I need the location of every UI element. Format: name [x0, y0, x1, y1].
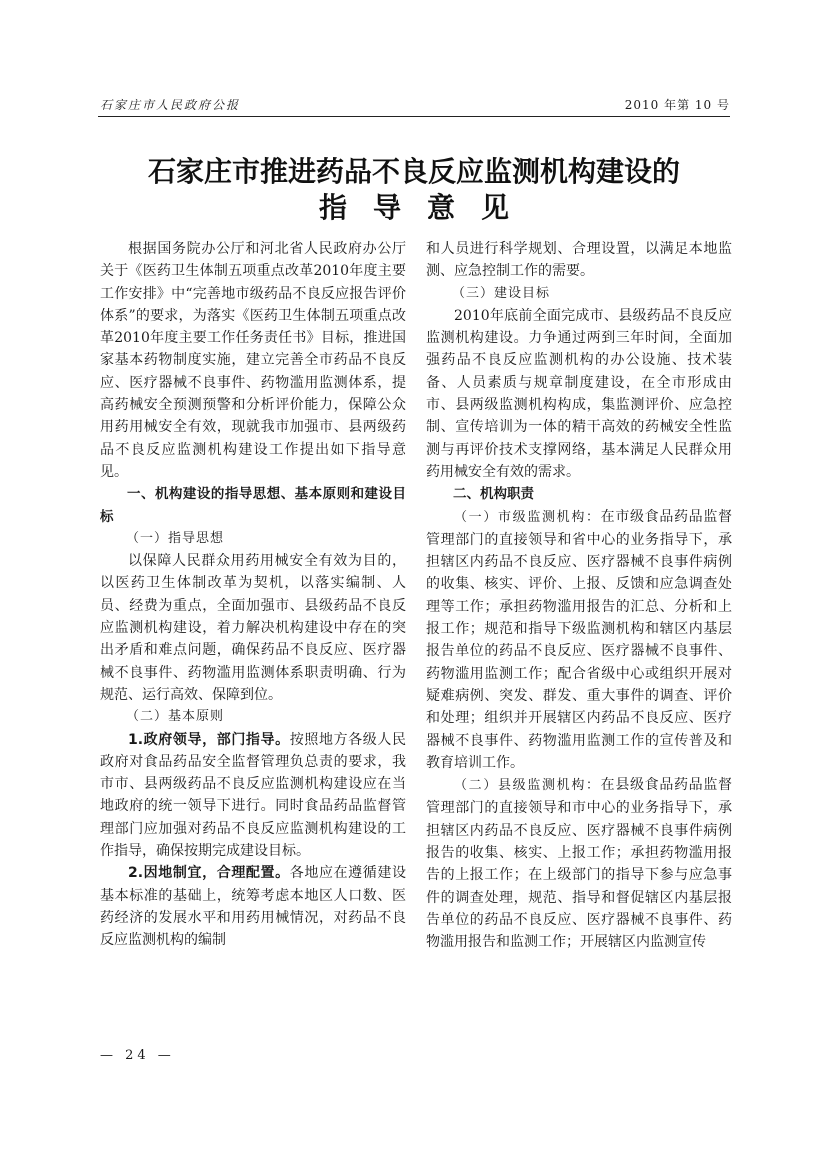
- running-header: [98, 94, 730, 117]
- duty-2-text: 在县级食品药品监督管理部门的直接领导和市中心的业务指导下，承担辖区内药品不良反应、医疗器械不良事件病例报告的收集、核实、上报工作；承担药物滥用报告的上报工作；在上级部门的指导下参与应急事件的调查处理，规范、指导和督促辖区内基层报告单位的药品不良反应、医疗器械不良事件、药物滥用报告和监测工作；开展辖区内监测宣传: [426, 777, 732, 951]
- left-column: [100, 238, 406, 952]
- principle-2-lead: 2.因地制宜，合理配置。: [128, 865, 290, 882]
- publication-name: 石家庄市人民政府公报: [100, 98, 241, 112]
- continuation-paragraph: 和人员进行科学规划、合理设置，以满足本地监测、应急控制工作的需要。: [426, 241, 732, 280]
- section-heading-2: 二、机构职责: [453, 486, 534, 503]
- principle-2-paragraph: [100, 862, 406, 951]
- issue-number: 2010 年第 10 号: [624, 98, 730, 112]
- document-title-line1: 石家庄市推进药品不良反应监测机构建设的: [147, 155, 680, 188]
- duty-2-lead: （二）县级监测机构：: [454, 778, 601, 794]
- subsection-heading-guiding-thought: （一）指导思想: [126, 530, 225, 546]
- guiding-thought-paragraph: 以保障人民群众用药用械安全有效为目的，以医药卫生体制改革为契机，以落实编制、人员、经费为重点，全面加强市、县级药品不良反应监测机构建设，着力解决机构建设中存在的突出矛盾和难点问题，确保药品不良反应、医疗器械不良事件、药物滥用监测体系职责明确、行为规范、运行高效、保障到位。: [100, 553, 406, 703]
- principle-1-lead: 1.政府领导，部门指导。: [128, 731, 290, 748]
- duty-1-paragraph: [426, 506, 732, 775]
- principle-2-text: 各地应在遵循建设基本标准的基础上，统筹考虑本地区人口数、医药经济的发展水平和用药用械情况，对药品不良反应监测机构的编制: [100, 865, 407, 949]
- document-title-line2: 指导意见: [318, 191, 535, 224]
- section-heading-1: 一、机构建设的指导思想、基本原则和建设目标: [100, 486, 406, 525]
- duty-2-paragraph: [426, 774, 732, 953]
- subsection-heading-principles: （二）基本原则: [126, 709, 225, 725]
- right-column: [426, 238, 732, 954]
- subsection-heading-goals: （三）建设目标: [452, 285, 551, 301]
- principle-1-paragraph: [100, 729, 406, 863]
- duty-1-text: 在市级食品药品监督管理部门的直接领导和省中心的业务指导下，承担辖区内药品不良反应、医疗器械不良事件病例的收集、核实、评价、上报、反馈和应急调查处理等工作；承担药物滥用报告的汇总、分析和上报工作；规范和指导下级监测机构和辖区内基层报告单位的药品不良反应、医疗器械不良事件、药物滥用监测工作；配合省级中心或组织开展对疑难病例、突发、群发、重大事件的调查、评价和处理；组织并开展辖区内药品不良反应、医疗器械不良事件、药物滥用监测工作的宣传普及和教育培训工作。: [426, 508, 732, 771]
- duty-1-lead: （一）市级监测机构：: [454, 509, 601, 525]
- page-number: — 24 —: [100, 1048, 175, 1063]
- intro-paragraph: 根据国务院办公厅和河北省人民政府办公厅关于《医药卫生体制五项重点改革2010年度主要工作安排》中“完善地市级药品不良反应报告评价体系”的要求，为落实《医药卫生体制五项重点改革2010年度主要工作任务责任书》目标，推进国家基本药物制度实施，建立完善全市药品不良反应、医疗器械不良事件、药物滥用监测体系，提高药械安全预测预警和分析评价能力，保障公众用药用械安全有效，现就我市加强市、县两级药品不良反应监测机构建设工作提出如下指导意见。: [100, 241, 406, 480]
- principle-1-text: 按照地方各级人民政府对食品药品安全监督管理负总责的要求，我市市、县两级药品不良反应监测机构建设应在当地政府的统一领导下进行。同时食品药品监督管理部门应加强对药品不良反应监测机构建设的工作指导，确保按期完成建设目标。: [100, 731, 407, 860]
- goals-paragraph: 2010年底前全面完成市、县级药品不良反应监测机构建设。力争通过两到三年时间，全面加强药品不良反应监测机构的办公设施、技术装备、人员素质与规章制度建设，在全市形成由市、县两级监测机构构成，集监测评价、应急控制、宣传培训为一体的精干高效的药械安全性监测与再评价技术支撑网络，基本满足人民群众用药用械安全有效的需求。: [426, 307, 732, 480]
